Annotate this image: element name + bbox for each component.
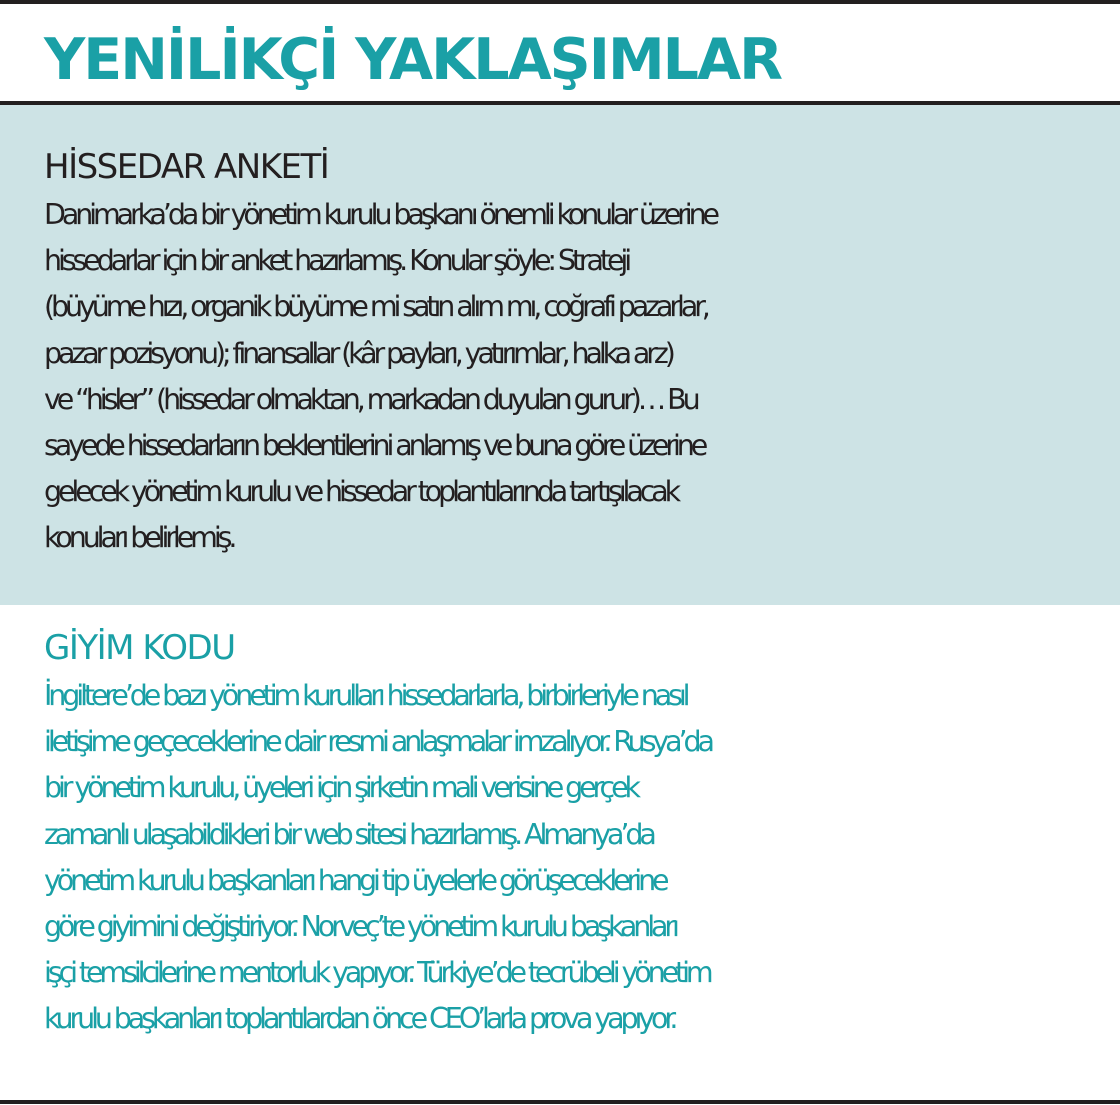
- body-line: ve “hisler” (hissedar olmaktan, markadan duyulan gurur)… Bu: [44, 382, 697, 416]
- section-heading: GİYİM KODU: [44, 628, 235, 668]
- body-line: Danimarka’da bir yönetim kurulu başkanı önemli konular üzerine: [44, 198, 716, 231]
- body-line: zamanlı ulaşabildikleri bir web sitesi hazırlamış. Almanya’da: [44, 817, 653, 851]
- body-line: kurulu başkanları toplantılardan önce CEO’larla prova yapıyor.: [44, 1002, 675, 1036]
- dress-code-section: [44, 627, 1114, 1043]
- body-line: gelecek yönetim kurulu ve hissedar toplantılarında tartışılacak: [44, 475, 678, 509]
- body-line: hissedarlar için bir anket hazırlamış. Konular şöyle: Strateji: [44, 244, 629, 278]
- top-rule: [0, 0, 1120, 4]
- bottom-rule: [0, 1100, 1120, 1104]
- section-body: [44, 673, 1114, 1043]
- section-heading: HİSSEDAR ANKETİ: [44, 147, 329, 187]
- body-line: işçi temsilcilerine mentorluk yapıyor. Türkiye’de tecrübeli yönetim: [44, 956, 710, 990]
- body-line: pazar pozisyonu); finansallar (kâr payları, yatırımlar, halka arz): [44, 336, 672, 370]
- shareholder-survey-section: [44, 146, 1114, 562]
- body-line: yönetim kurulu başkanları hangi tip üyelerle görüşeceklerine: [44, 863, 666, 897]
- body-line: İngiltere’de bazı yönetim kurulları hissedarlarla, birbirleriyle nasıl: [44, 679, 687, 712]
- page-title: YENİLİKÇİ YAKLAŞIMLAR: [44, 27, 781, 93]
- body-line: sayede hissedarların beklentilerini anlamış ve buna göre üzerine: [44, 429, 705, 463]
- section-body: [44, 192, 1114, 562]
- body-line: göre giyimini değiştiriyor. Norveç’te yönetim kurulu başkanları: [44, 910, 676, 944]
- body-line: konuları belirlemiş.: [44, 521, 234, 555]
- body-line: bir yönetim kurulu, üyeleri için şirketin mali verisine gerçek: [44, 771, 637, 805]
- body-line: (büyüme hızı, organik büyüme mi satın alım mı, coğrafi pazarlar,: [44, 290, 707, 324]
- body-line: iletişime geçeceklerine dair resmi anlaşmalar imzalıyor. Rusya’da: [44, 725, 711, 759]
